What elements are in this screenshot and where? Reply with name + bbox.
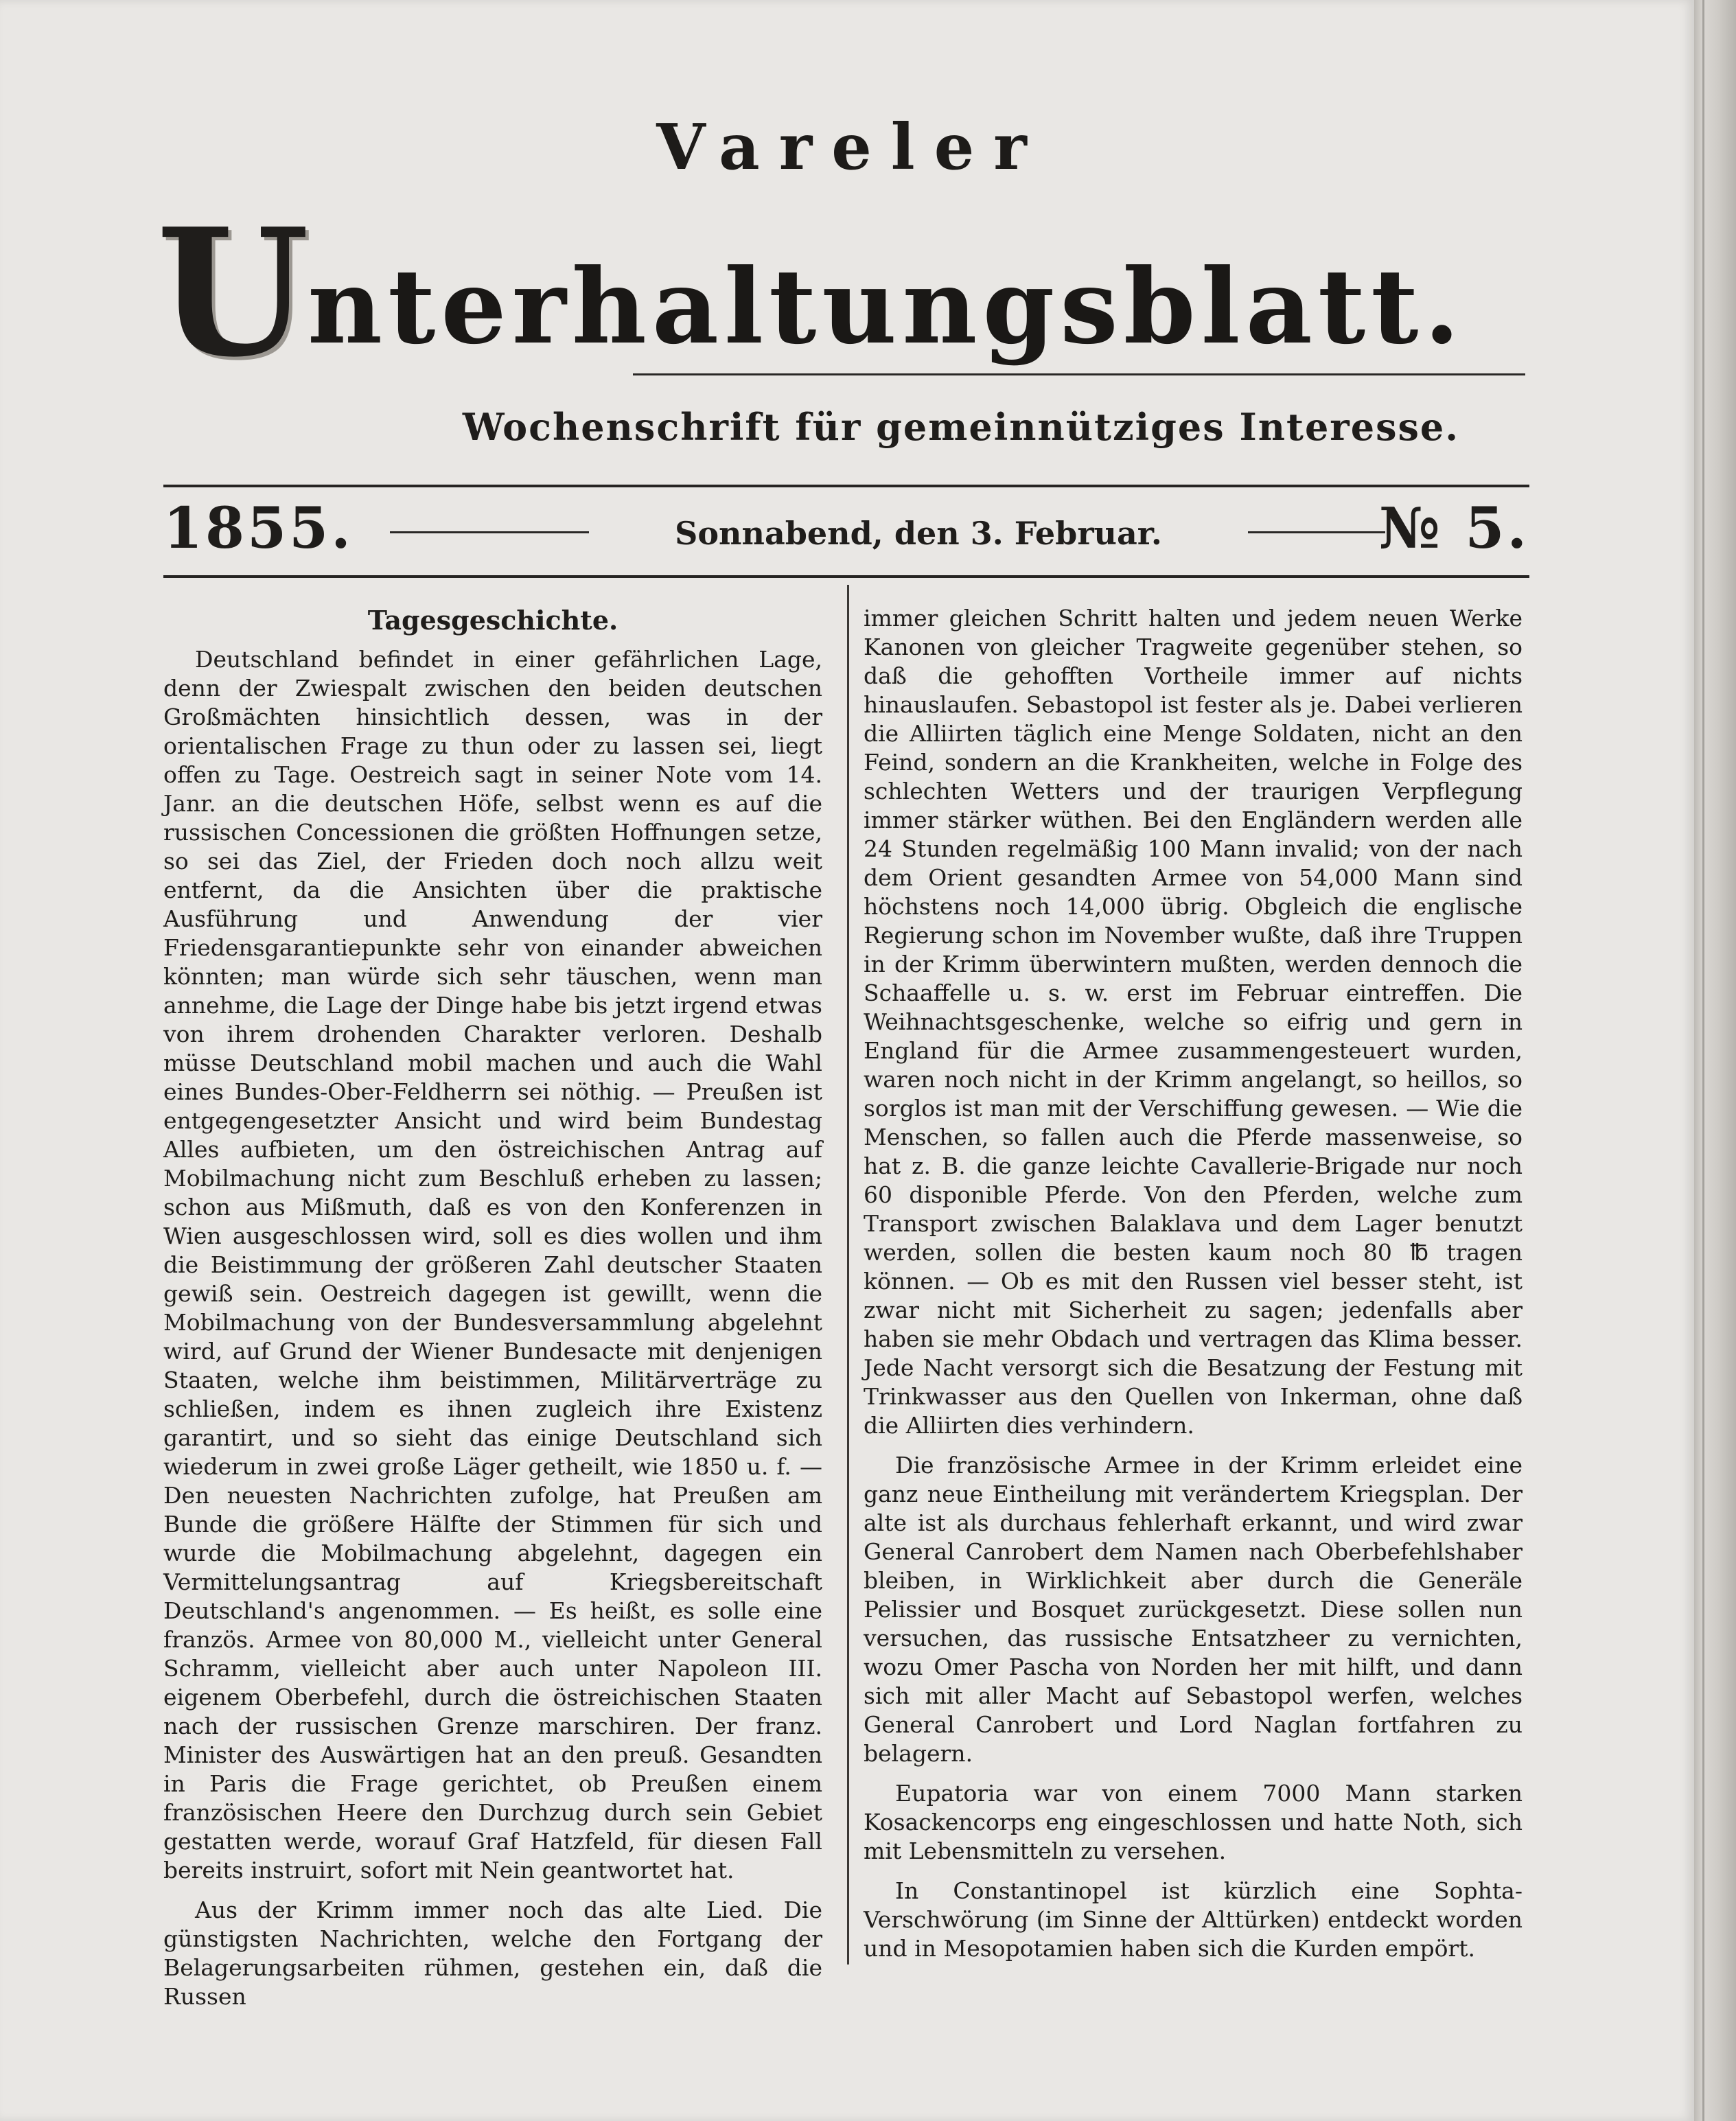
article-paragraph: immer gleichen Schritt halten und jedem neuen Werke Kanonen von gleicher Tragweite gegenüber stehen, so daß die gehofften Vortheile immer auf nichts hinauslaufen. Sebastopol ist fester als je. Dabei verlieren die Alliirten täglich eine Menge Soldaten, nicht an den Feind, sondern an die Krankheiten, welche in Folge des schlechten Wetters und der traurigen Verpflegung immer stärker wüthen. Bei den Engländern werden alle 24 Stunden regelmäßig 100 Mann invalid; von der nach dem Orient gesandten Armee von 54,000 Mann sind höchstens noch 14,000 übrig. Obgleich die englische Regierung schon im November wußte, daß ihre Truppen in der Krimm überwintern mußten, werden dennoch die Schaaffelle u. s. w. erst im Februar eintreffen. Die Weihnachtsgeschenke, welche so eifrig und gern in England für die Armee zusammengesteuert wurden, waren noch nicht in der Krimm angelangt, so heillos, so sorglos ist man mit der Verschiffung gewesen. — Wie die Menschen, so fallen auch die Pferde massenweise, so hat z. B. die ganze leichte Cavallerie-Brigade nur noch 60 disponible Pferde. Von den Pferden, welche zum Transport zwischen Balaklava und dem Lager benutzt werden, sollen die besten kaum noch 80 ℔ tragen können. — Ob es mit den Russen viel besser steht, ist zwar nicht mit Sicherheit zu sagen; jedenfalls aber haben sie mehr Obdach und vertragen das Klima besser. Jede Nacht versorgt sich die Besatzung der Festung mit Trinkwasser aus den Quellen von Inkerman, ohne daß die Alliirten dies verhindern. xyxy=(864,605,1523,1439)
dateline-ornament-right xyxy=(1248,531,1385,533)
article-paragraph: Aus der Krimm immer noch das alte Lied. Die günstigsten Nachrichten, welche den Fortgang der Belagerungsarbeiten rühmen, gestehen ein, daß die Russen xyxy=(163,1897,822,2010)
masthead-initial-letter: U xyxy=(157,191,310,396)
article-column-right xyxy=(864,604,1523,1974)
article-paragraph: Die französische Armee in der Krimm erleidet eine ganz neue Eintheilung mit verändertem Kriegsplan. Der alte ist als durchaus fehlerhaft erkannt, und wird zwar General Canrobert dem Namen nach Oberbefehlshaber bleiben, in Wirklichkeit aber durch die Generäle Pelissier und Bosquet zurückgesetzt. Diese sollen nun versuchen, das russische Entsatzheer zu vernichten, wozu Omer Pascha von Norden her mit hilft, und dann sich mit aller Macht auf Sebastopol werfen, welches General Canrobert und Lord Naglan fortfahren zu belagern. xyxy=(864,1452,1523,1767)
masthead-big-title xyxy=(0,191,1736,396)
dateline-date: Sonnabend, den 3. Februar. xyxy=(675,515,1162,552)
dateline-issue-number: № 5. xyxy=(1378,496,1529,561)
article-paragraph: In Constantinopel ist kürzlich eine Sophta-Verschwörung (im Sinne der Alttürken) entdeckt worden und in Mesopotamien haben sich die Kurden empört. xyxy=(864,1877,1523,1962)
masthead-subtitle: Wochenschrift für gemeinnütziges Interesse. xyxy=(462,405,1460,449)
column-divider xyxy=(847,585,849,1964)
article-paragraph: Eupatoria war von einem 7000 Mann starken Kosackencorps eng eingeschlossen und hatte Noth, sich mit Lebensmitteln zu versehen. xyxy=(864,1780,1523,1864)
article-column-left xyxy=(163,604,822,2022)
dateline xyxy=(163,496,1529,571)
masthead-rule xyxy=(633,373,1525,375)
masthead-title-rest: nterhaltungsblatt. xyxy=(308,246,1466,367)
article-paragraph: Deutschland befindet in einer gefährlichen Lage, denn der Zwiespalt zwischen den beiden deutschen Großmächten hinsichtlich dessen, was in der orientalischen Frage zu thun oder zu lassen sei, liegt offen zu Tage. Oestreich sagt in seiner Note vom 14. Janr. an die deutschen Höfe, selbst wenn es auf die russischen Concessionen die größten Hoffnungen setze, so sei das Ziel, der Frieden doch noch allzu weit entfernt, da die Ansichten über die praktische Ausführung und Anwendung der vier Friedensgarantiepunkte sehr von einander abweichen könnten; man würde sich sehr täuschen, wenn man annehme, die Lage der Dinge habe bis jetzt irgend etwas von ihrem drohenden Charakter verloren. Deshalb müsse Deutschland mobil machen und auch die Wahl eines Bundes-Ober-Feldherrn sei nöthig. — Preußen ist entgegengesetzter Ansicht und wird beim Bundestag Alles aufbieten, um den östreichischen Antrag auf Mobilmachung nicht zum Beschluß erheben zu lassen; schon aus Mißmuth, daß es von den Konferenzen in Wien ausgeschlossen wird, soll es dies wollen und ihm die Beistimmung der größeren Zahl deutscher Staaten gewiß sein. Oestreich dagegen ist gewillt, wenn die Mobilmachung von der Bundesversammlung abgelehnt wird, auf Grund der Wiener Bundesacte mit denjenigen Staaten, welche ihm beistimmen, Militärverträge zu schließen, indem es ihnen zugleich ihre Existenz garantirt, und so sieht das einige Deutschland sich wiederum in zwei große Läger getheilt, wie 1850 u. f. — Den neuesten Nachrichten zufolge, hat Preußen am Bunde die größere Hälfte der Stimmen für sich und wurde die Mobilmachung abgelehnt, dagegen ein Vermittelungsantrag auf Kriegsbereitschaft Deutschland's angenommen. — Es heißt, es solle eine französ. Armee von 80,000 M., vielleicht unter General Schramm, vielleicht aber auch unter Napoleon III. eigenem Oberbefehl, durch die östreichischen Staaten nach der russischen Grenze marschiren. Der franz. Minister des Auswärtigen hat an den preuß. Gesandten in Paris die Frage gerichtet, ob Preußen einem französischen Heere den Durchzug durch sein Gebiet gestatten werde, worauf Graf Hatzfeld, für diesen Fall bereits instruirt, sofort mit Nein geantwortet hat. xyxy=(163,646,822,1884)
dateline-ornament-left xyxy=(390,531,589,533)
article-title: Tagesgeschichte. xyxy=(367,605,618,636)
header-rule-bottom xyxy=(163,575,1529,578)
masthead-small-title: Vareler xyxy=(656,110,1046,184)
dateline-year: 1855. xyxy=(163,496,354,561)
header-rule-top xyxy=(163,485,1529,487)
